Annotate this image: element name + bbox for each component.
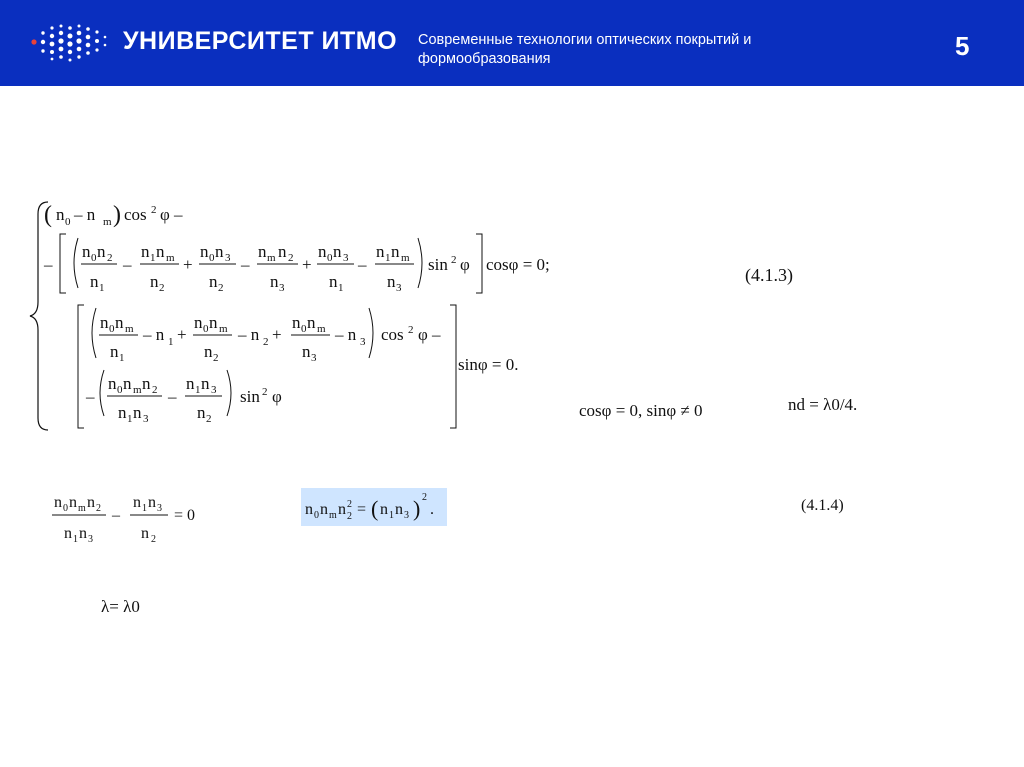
svg-text:1: 1 [195, 384, 201, 396]
svg-text:.: . [430, 501, 434, 518]
svg-text:cos: cos [124, 205, 147, 224]
svg-text:n: n [292, 313, 301, 332]
svg-text:3: 3 [311, 352, 317, 364]
svg-text:0: 0 [203, 323, 209, 335]
svg-text:n: n [302, 342, 311, 361]
svg-text:n: n [141, 242, 150, 261]
svg-text:n: n [333, 242, 342, 261]
svg-text:sinφ = 0.: sinφ = 0. [458, 355, 519, 374]
svg-text:1: 1 [150, 252, 156, 264]
svg-text:m: m [133, 384, 142, 396]
svg-text:0: 0 [63, 503, 68, 514]
svg-text:n: n [201, 374, 210, 393]
svg-text:2: 2 [151, 204, 157, 216]
equation-system-4-1-3 [0, 190, 600, 440]
svg-text:= 0: = 0 [174, 507, 196, 524]
svg-text:cosφ = 0;: cosφ = 0; [486, 255, 550, 274]
svg-text:n: n [329, 272, 338, 291]
nd-expression: nd = λ0/4. [788, 395, 858, 414]
svg-text:n: n [278, 242, 287, 261]
svg-text:3: 3 [404, 510, 409, 521]
svg-text:n: n [307, 313, 316, 332]
svg-text:m: m [219, 323, 228, 335]
svg-text:m: m [166, 252, 175, 264]
svg-text:n: n [69, 494, 77, 511]
svg-text:φ: φ [272, 387, 282, 406]
svg-text:–: – [86, 387, 95, 406]
svg-text:–: – [358, 255, 367, 274]
svg-text:3: 3 [157, 503, 162, 514]
svg-text:3: 3 [88, 534, 93, 545]
svg-text:–: – [123, 255, 132, 274]
svg-text:–: – [44, 255, 53, 274]
svg-text:n: n [133, 403, 142, 422]
svg-text:1: 1 [338, 282, 344, 294]
svg-text:n: n [186, 374, 195, 393]
svg-text:3: 3 [143, 413, 149, 425]
svg-text:n: n [118, 403, 127, 422]
svg-text:+: + [177, 325, 187, 344]
svg-text:sin: sin [428, 255, 448, 274]
condition-expression: cosφ = 0, sinφ ≠ 0 [579, 401, 703, 420]
svg-text:–: – [112, 507, 120, 524]
svg-text:2: 2 [408, 324, 414, 336]
svg-text:n: n [100, 313, 109, 332]
svg-text:(: ( [44, 202, 52, 228]
svg-text:0: 0 [91, 252, 97, 264]
svg-text:n: n [150, 272, 159, 291]
svg-text:n: n [209, 272, 218, 291]
svg-text:n: n [391, 242, 400, 261]
svg-text:0: 0 [109, 323, 115, 335]
svg-text:n: n [376, 242, 385, 261]
svg-text:– n: – n [335, 325, 357, 344]
svg-text:2: 2 [422, 492, 427, 503]
svg-text:m: m [125, 323, 134, 335]
lambda-expression: λ= λ0 [101, 597, 140, 616]
svg-text:2: 2 [263, 336, 269, 348]
svg-text:3: 3 [225, 252, 231, 264]
svg-text:n: n [110, 342, 119, 361]
svg-text:0: 0 [301, 323, 307, 335]
svg-text:3: 3 [343, 252, 349, 264]
svg-text:2: 2 [206, 413, 212, 425]
svg-text:n: n [156, 242, 165, 261]
svg-text:n: n [338, 501, 346, 518]
svg-text:φ: φ [460, 255, 470, 274]
svg-text:n: n [318, 242, 327, 261]
svg-text:n: n [82, 242, 91, 261]
svg-text:2: 2 [218, 282, 224, 294]
svg-text:): ) [113, 202, 121, 228]
svg-text:n: n [64, 525, 72, 542]
svg-text:2: 2 [288, 252, 294, 264]
svg-text:n: n [270, 272, 279, 291]
svg-text:n: n [123, 374, 132, 393]
svg-text:m: m [78, 503, 86, 514]
svg-text:n: n [204, 342, 213, 361]
svg-text:1: 1 [389, 510, 394, 521]
svg-text:–: – [241, 255, 250, 274]
svg-text:+: + [183, 255, 193, 274]
svg-text:φ –: φ – [418, 325, 441, 344]
university-name: УНИВЕРСИТЕТ ИТМО [123, 27, 398, 55]
svg-text:3: 3 [360, 336, 366, 348]
svg-text:2: 2 [347, 499, 352, 510]
svg-text:m: m [329, 510, 337, 521]
highlighted-equation [301, 488, 451, 526]
svg-text:n: n [380, 501, 388, 518]
svg-text:2: 2 [451, 254, 457, 266]
svg-text:n: n [200, 242, 209, 261]
itmo-logo-icon [30, 22, 110, 64]
svg-text:m: m [103, 216, 112, 228]
svg-text:m: m [317, 323, 326, 335]
svg-text:– n: – n [74, 205, 96, 224]
svg-text:): ) [413, 496, 421, 521]
svg-text:m: m [267, 252, 276, 264]
svg-text:2: 2 [107, 252, 113, 264]
svg-text:2: 2 [262, 386, 268, 398]
svg-text:1: 1 [127, 413, 133, 425]
svg-text:3: 3 [211, 384, 217, 396]
svg-text:(: ( [371, 496, 379, 521]
svg-text:–: – [168, 387, 177, 406]
svg-text:sin: sin [240, 387, 260, 406]
svg-text:n: n [142, 374, 151, 393]
svg-text:n: n [90, 272, 99, 291]
page-number: 5 [955, 31, 970, 61]
svg-text:n: n [133, 494, 141, 511]
svg-text:n: n [320, 501, 328, 518]
course-title-line-2: формообразования [418, 51, 551, 67]
svg-text:1: 1 [142, 503, 147, 514]
svg-text:n: n [387, 272, 396, 291]
svg-text:2: 2 [151, 534, 156, 545]
svg-text:+: + [272, 325, 282, 344]
svg-text:0: 0 [314, 510, 319, 521]
svg-text:=: = [357, 501, 367, 518]
svg-text:n: n [305, 501, 313, 518]
svg-text:cos: cos [381, 325, 404, 344]
svg-text:0: 0 [117, 384, 123, 396]
svg-text:3: 3 [396, 282, 402, 294]
equation-4-1-4-fraction [48, 488, 218, 548]
svg-text:n: n [197, 403, 206, 422]
svg-text:1: 1 [99, 282, 105, 294]
svg-text:+: + [302, 255, 312, 274]
svg-text:n: n [194, 313, 203, 332]
svg-text:n: n [258, 242, 267, 261]
svg-text:1: 1 [168, 336, 174, 348]
svg-text:φ –: φ – [160, 205, 183, 224]
svg-text:n: n [148, 494, 156, 511]
svg-text:0: 0 [65, 216, 71, 228]
svg-text:– n: – n [238, 325, 260, 344]
svg-text:n: n [79, 525, 87, 542]
svg-text:3: 3 [279, 282, 285, 294]
svg-text:1: 1 [73, 534, 78, 545]
equation-label-4-1-4: (4.1.4) [801, 497, 844, 514]
svg-text:n: n [115, 313, 124, 332]
equation-label-4-1-3: (4.1.3) [745, 265, 793, 285]
svg-text:1: 1 [119, 352, 125, 364]
svg-text:m: m [401, 252, 410, 264]
svg-text:2: 2 [347, 511, 352, 522]
svg-text:n: n [141, 525, 149, 542]
svg-text:n: n [97, 242, 106, 261]
svg-text:n: n [395, 501, 403, 518]
svg-text:0: 0 [327, 252, 333, 264]
svg-text:2: 2 [96, 503, 101, 514]
course-title [418, 31, 848, 69]
svg-text:n: n [56, 205, 65, 224]
svg-text:2: 2 [159, 282, 165, 294]
svg-text:n: n [54, 494, 62, 511]
svg-text:n: n [209, 313, 218, 332]
svg-text:2: 2 [152, 384, 158, 396]
svg-text:0: 0 [209, 252, 215, 264]
svg-text:1: 1 [385, 252, 391, 264]
svg-text:2: 2 [213, 352, 219, 364]
header-bar [0, 0, 1024, 86]
svg-text:n: n [215, 242, 224, 261]
svg-text:n: n [87, 494, 95, 511]
course-title-line-1: Современные технологии оптических покрытий и [418, 32, 752, 48]
svg-text:– n: – n [143, 325, 165, 344]
svg-text:n: n [108, 374, 117, 393]
